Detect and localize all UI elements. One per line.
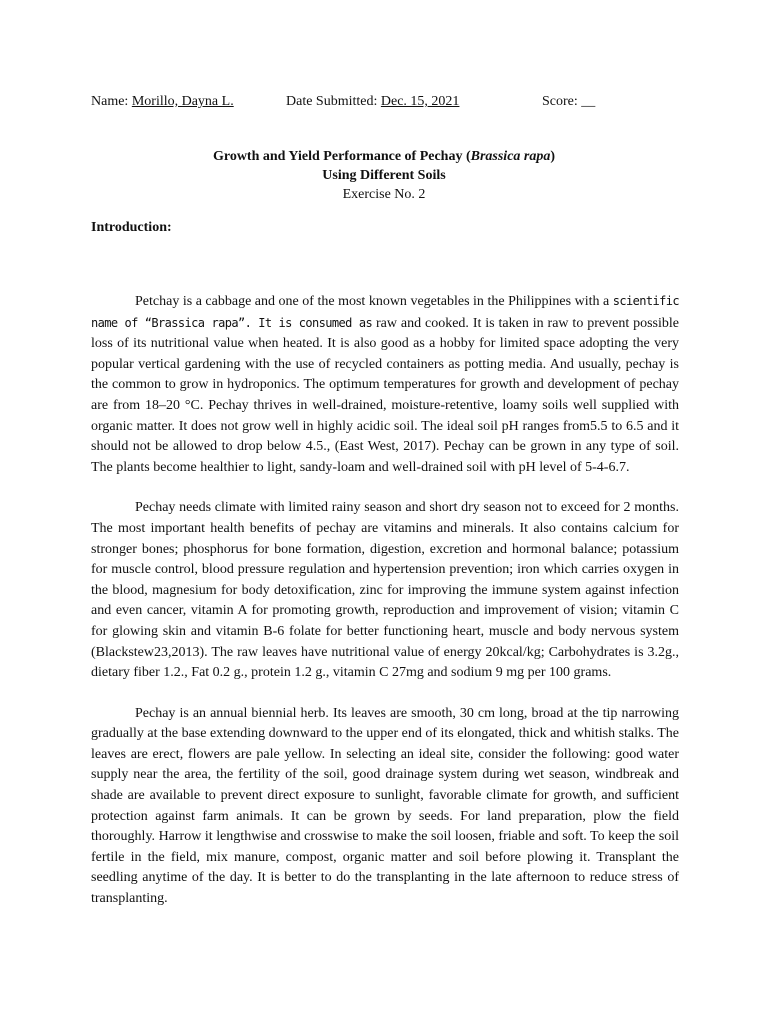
introduction-heading: Introduction: (91, 220, 172, 235)
date-label: Date Submitted: (286, 94, 378, 109)
score-value: __ (581, 94, 596, 109)
title-line-1: Growth and Yield Performance of Pechay (Brassica rapa) (212, 149, 556, 164)
monospace-fragment: scientific name of “Brassica rapa”. It is consumed as (91, 294, 680, 330)
document-title (0, 147, 768, 204)
name-value: Morillo, Dayna L. (131, 94, 234, 109)
paragraph-3: Pechay is an annual biennial herb. Its leaves are smooth, 30 cm long, broad at the tip narrowing gradually at the base extending downward to the upper end of its elongated, thick and whitish stalks. The leaves are erect, flowers are pale yellow. In selecting an ideal site, consider the following: good water supply near the area, the fertility of the soil, good drainage system during wet season, windbreak and shade are available to prevent direct exposure to sunlight, favorable climate for growth, and sufficient protection against farm animals. It can be grown by seeds. For land preparation, plow the field thoroughly. Harrow it lengthwise and crosswise to make the soil loosen, friable and soft. To keep the soil fertile in the field, mix manure, compost, organic matter and soil before plowing it. Transplant the seedling anytime of the day. It is better to do the transplanting in the late afternoon to reduce stress of transplanting. (91, 705, 679, 907)
exercise-number: Exercise No. 2 (342, 187, 426, 202)
name-label: Name: (91, 94, 129, 109)
scientific-name: Brassica rapa (470, 149, 551, 164)
date-submitted-field (286, 92, 459, 112)
document-body (91, 291, 679, 930)
date-value: Dec. 15, 2021 (380, 94, 460, 109)
title-line-2: Using Different Soils (322, 168, 446, 183)
document-header (0, 92, 768, 112)
paragraph-2: Pechay needs climate with limited rainy season and short dry season not to exceed for 2 months. The most important health benefits of pechay are vitamins and minerals. It also contains calcium for stronger bones; phosphorus for bone formation, digestion, excretion and hormonal balance; potassium for muscle control, blood pressure regulation and hypertension prevention; iron which carries oxygen in the blood, magnesium for body detoxification, zinc for improving the immune system against infection and even cancer, vitamin A for promoting growth, reproduction and improvement of vision; vitamin C for glowing skin and vitamin B-6 folate for better functioning heart, muscle and body nervous system (Blackstew23,2013). The raw leaves have nutritional value of energy 20kcal/kg; Carbohydrates is 3.2g., dietary fiber 1.2., Fat 0.2 g., protein 1.2 g., vitamin C 27mg and sodium 9 mg per 100 grams. (91, 500, 679, 681)
score-label: Score: (542, 94, 578, 109)
paragraph-1: Petchay is a cabbage and one of the most known vegetables in the Philippines with a scientific name of “Brassica rapa”. It is consumed as raw and cooked. It is taken in raw to prevent possible loss of its nutritional value when heated. It is also good as a hobby for limited space adopting the very popular vertical gardening with the use of recycled containers as potting media. And usually, pechay is the common to grow in hydroponics. The optimum temperatures for growth and development of pechay are from 18–20 °C. Pechay thrives in well-drained, moisture-retentive, loamy soils well supplied with organic matter. It does not grow well in highly acidic soil. The ideal soil pH ranges from5.5 to 6.5 and it should not be allowed to drop below 4.5., (East West, 2017). Pechay can be grown in any type of soil. The plants become healthier to light, sandy-loam and well-drained soil with pH level of 5-4-6.7. (91, 294, 680, 475)
name-field (91, 92, 234, 112)
score-field (542, 92, 595, 112)
